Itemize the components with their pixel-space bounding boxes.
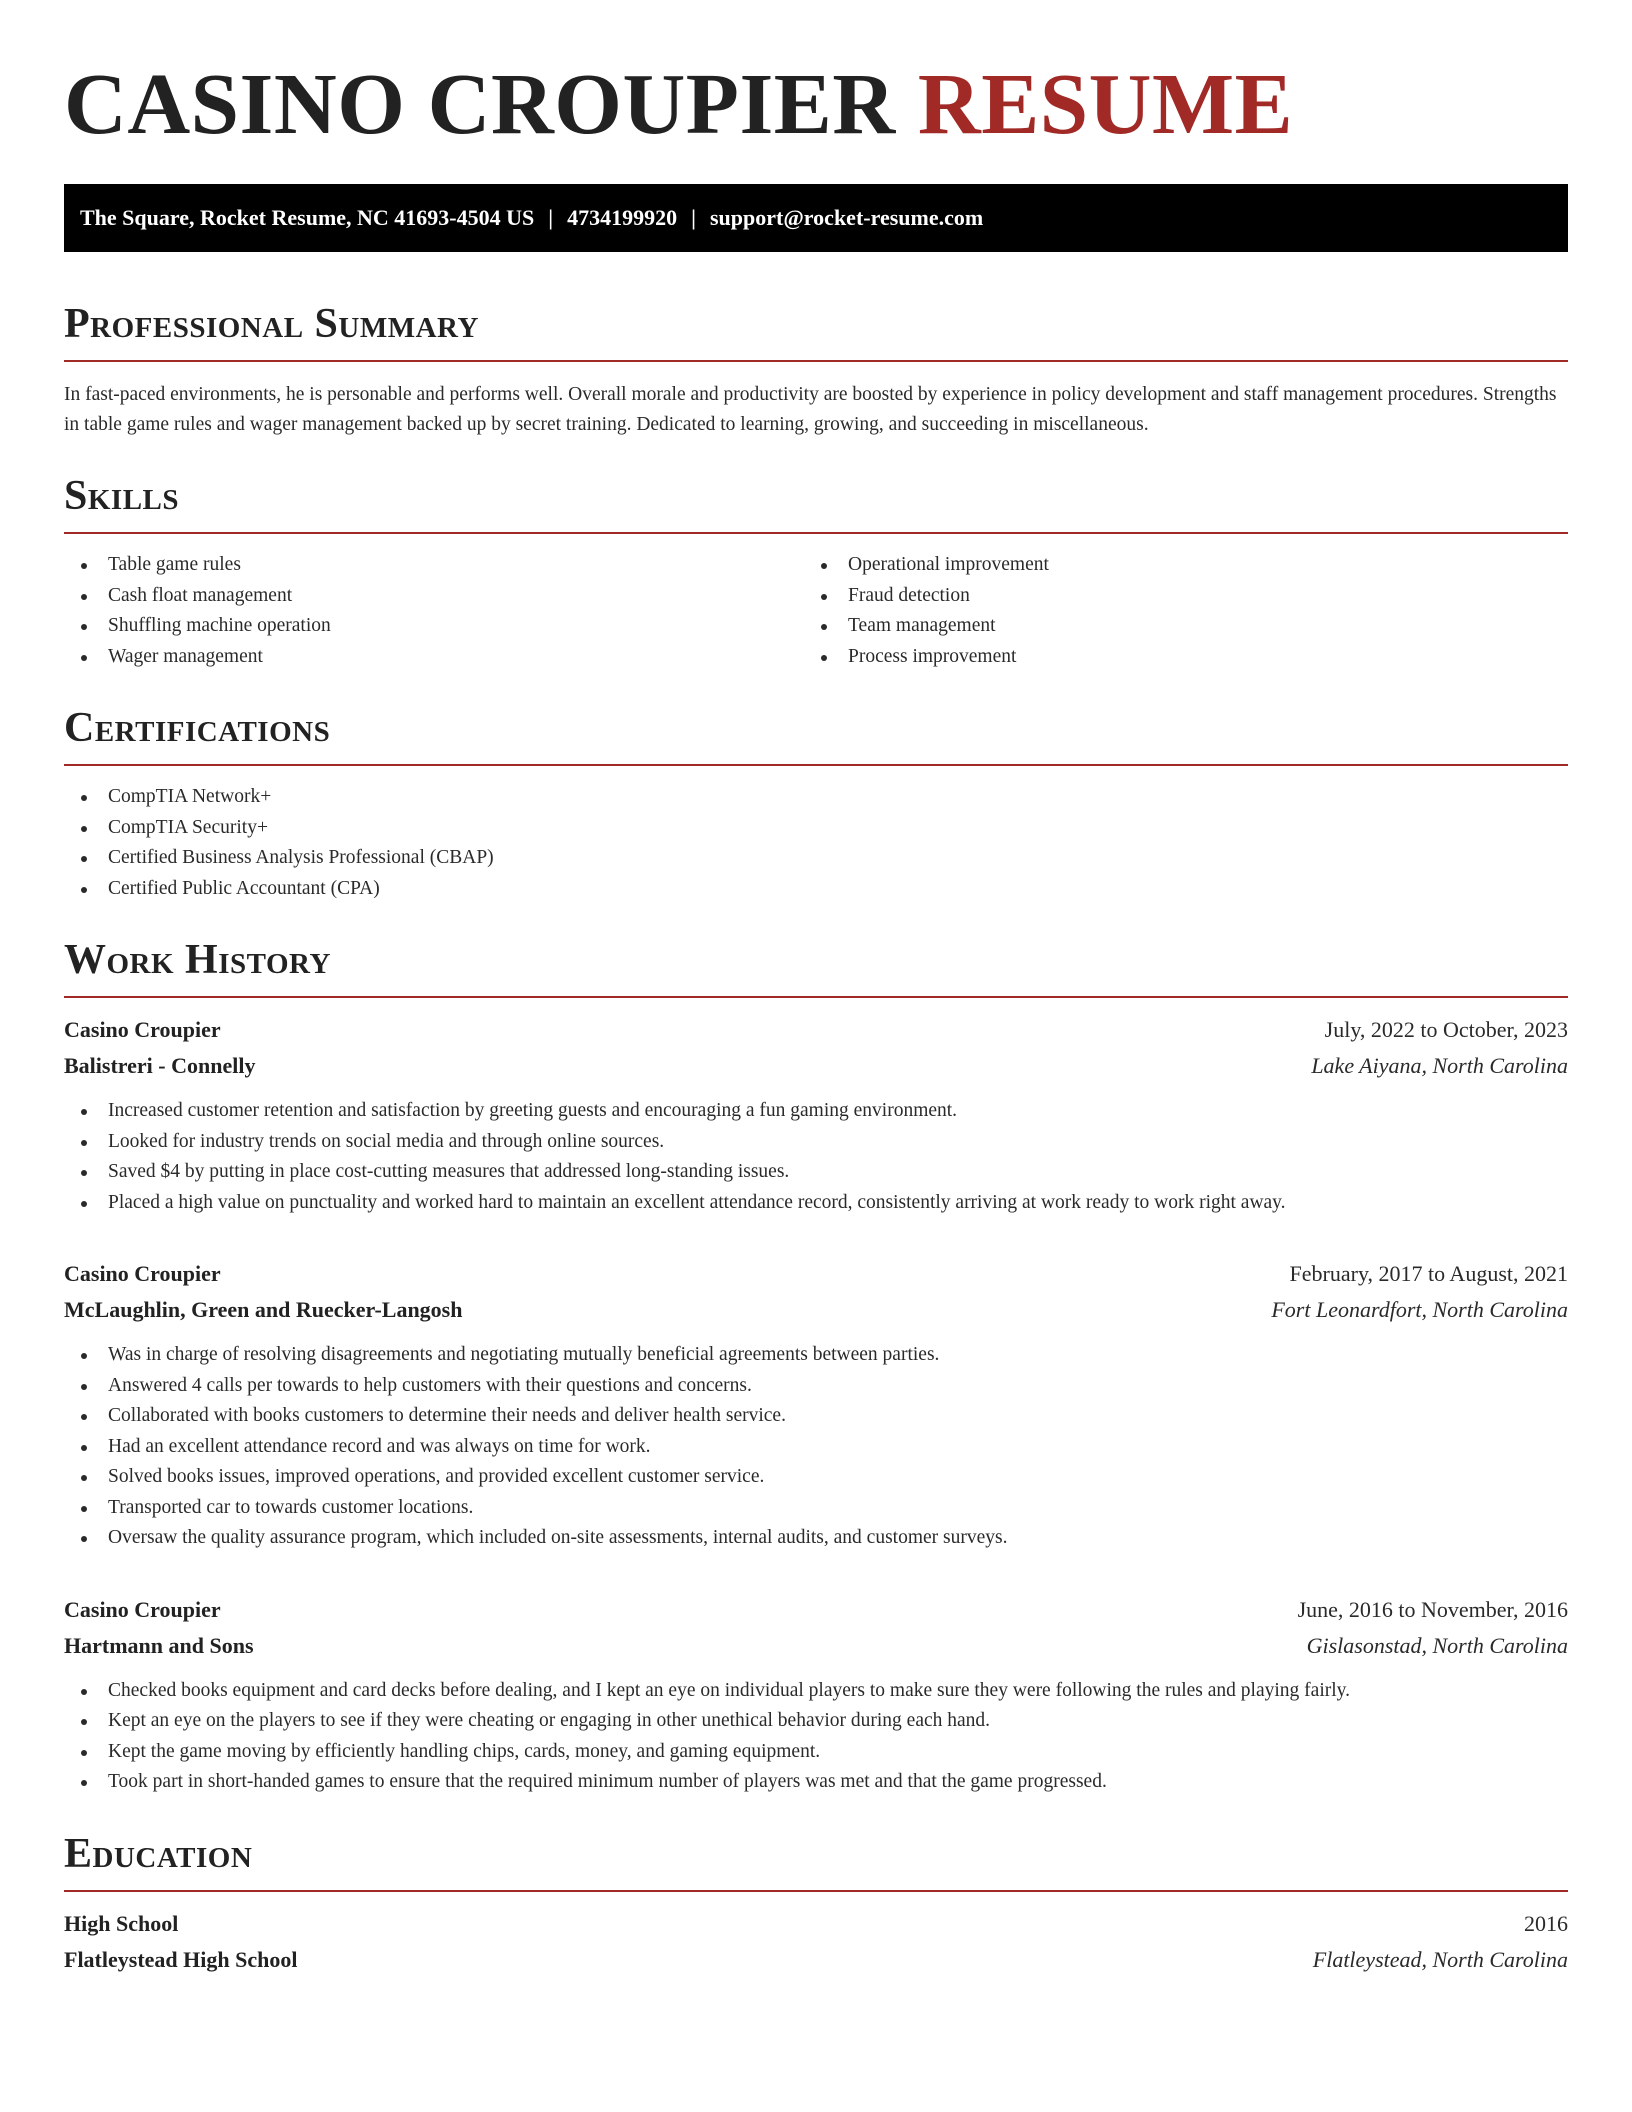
skill-item: Process improvement [804,642,1544,673]
job-duties-list [64,1676,1568,1798]
job-entry [64,1256,1568,1554]
section-divider [64,764,1568,766]
certifications-section [64,700,1568,904]
job-duty: Placed a high value on punctuality and worked hard to maintain an excellent attendance record, consistently arriving at work ready to work right away. [64,1188,1568,1219]
education-school-row [64,1942,1568,1978]
summary-text: In fast-paced environments, he is personable and performs well. Overall morale and productivity are boosted by experience in policy development and staff management procedures. Strengths in table game rules and wager management backed up by secret training. Dedicated to learning, growing, and succeeding in miscellaneous. [64,384,1557,435]
education-degree: High School [64,1910,179,1936]
section-heading: Certifications [64,705,331,751]
certification-item: CompTIA Network+ [64,782,1568,813]
job-duty: Looked for industry trends on social media and through online sources. [64,1127,1568,1158]
skill-item: Table game rules [64,550,804,581]
job-duty: Answered 4 calls per towards to help customers with their questions and concerns. [64,1371,1568,1402]
certification-item: Certified Business Analysis Professional (CBAP) [64,843,1568,874]
title-accent: RESUME [917,55,1294,152]
section-divider [64,996,1568,998]
education-school: Flatleystead High School [64,1946,298,1972]
job-company: McLaughlin, Green and Ruecker-Langosh [64,1297,463,1322]
work-history-section [64,932,1568,1798]
education-location: Flatleystead, North Carolina [1312,1946,1568,1972]
skill-item: Cash float management [64,581,804,612]
section-heading: Professional Summary [64,301,479,347]
section-divider [64,532,1568,534]
skills-list-left [64,550,804,672]
job-duties-list [64,1096,1568,1218]
skill-item: Operational improvement [804,550,1544,581]
job-duty: Had an excellent attendance record and was always on time for work. [64,1432,1568,1463]
job-duty: Was in charge of resolving disagreements and negotiating mutually beneficial agreements between parties. [64,1340,1568,1371]
job-duty: Increased customer retention and satisfaction by greeting guests and encouraging a fun gaming environment. [64,1096,1568,1127]
skill-item: Team management [804,611,1544,642]
job-duty: Transported car to towards customer locations. [64,1493,1568,1524]
job-duty: Solved books issues, improved operations, and provided excellent customer service. [64,1462,1568,1493]
job-dates: July, 2022 to October, 2023 [1324,1017,1568,1042]
education-degree-row [64,1906,1568,1942]
skills-section [64,468,1568,672]
job-company-row [64,1628,1568,1664]
job-duty: Checked books equipment and card decks before dealing, and I kept an eye on individual players to make sure they were following the rules and playing fairly. [64,1676,1568,1707]
resume-title [64,52,1568,156]
job-duty: Oversaw the quality assurance program, which included on-site assessments, internal audits, and customer surveys. [64,1523,1568,1554]
job-location: Fort Leonardfort, North Carolina [1271,1297,1568,1322]
contact-separator: | [691,205,696,230]
job-title: Casino Croupier [64,1596,221,1622]
education-year: 2016 [1524,1910,1568,1936]
job-location: Gislasonstad, North Carolina [1306,1632,1568,1658]
job-title-row [64,1012,1568,1048]
job-company-row [64,1048,1568,1084]
summary-section [64,296,1568,440]
job-company: Hartmann and Sons [64,1632,254,1658]
title-main: CASINO CROUPIER [64,55,896,152]
skill-item: Wager management [64,642,804,673]
job-company: Balistreri - Connelly [64,1053,256,1078]
job-duty: Took part in short-handed games to ensure that the required minimum number of players was met and that the game progressed. [64,1767,1568,1798]
contact-bar [64,184,1568,252]
job-title: Casino Croupier [64,1261,221,1286]
job-entry [64,1592,1568,1798]
contact-separator: | [548,205,554,230]
contact-phone: 4734199920 [567,205,678,230]
certifications-list [64,782,1568,904]
job-duty: Kept the game moving by efficiently handling chips, cards, money, and gaming equipment. [64,1737,1568,1768]
skill-item: Fraud detection [804,581,1544,612]
section-heading: Work History [64,937,331,983]
section-divider [64,1890,1568,1892]
section-heading: Education [64,1830,253,1877]
job-location: Lake Aiyana, North Carolina [1311,1053,1568,1078]
job-title: Casino Croupier [64,1017,221,1042]
skills-grid [64,550,1568,672]
job-dates: June, 2016 to November, 2016 [1297,1596,1568,1622]
job-title-row [64,1592,1568,1628]
job-title-row [64,1256,1568,1292]
job-entry [64,1012,1568,1218]
contact-address: The Square, Rocket Resume, NC 41693-4504 US [80,205,535,230]
certification-item: Certified Public Accountant (CPA) [64,874,1568,905]
job-duty: Saved $4 by putting in place cost-cutting measures that addressed long-standing issues. [64,1157,1568,1188]
skill-item: Shuffling machine operation [64,611,804,642]
job-duty: Collaborated with books customers to determine their needs and deliver health service. [64,1401,1568,1432]
job-duties-list [64,1340,1568,1554]
skills-list-right [804,550,1544,672]
job-duty: Kept an eye on the players to see if they were cheating or engaging in other unethical behavior during each hand. [64,1706,1568,1737]
education-section [64,1826,1568,1978]
job-dates: February, 2017 to August, 2021 [1289,1261,1568,1286]
section-heading: Skills [64,473,180,519]
certification-item: CompTIA Security+ [64,813,1568,844]
education-entry [64,1906,1568,1978]
contact-email: support@rocket-resume.com [709,205,984,230]
job-company-row [64,1292,1568,1328]
section-divider [64,360,1568,362]
